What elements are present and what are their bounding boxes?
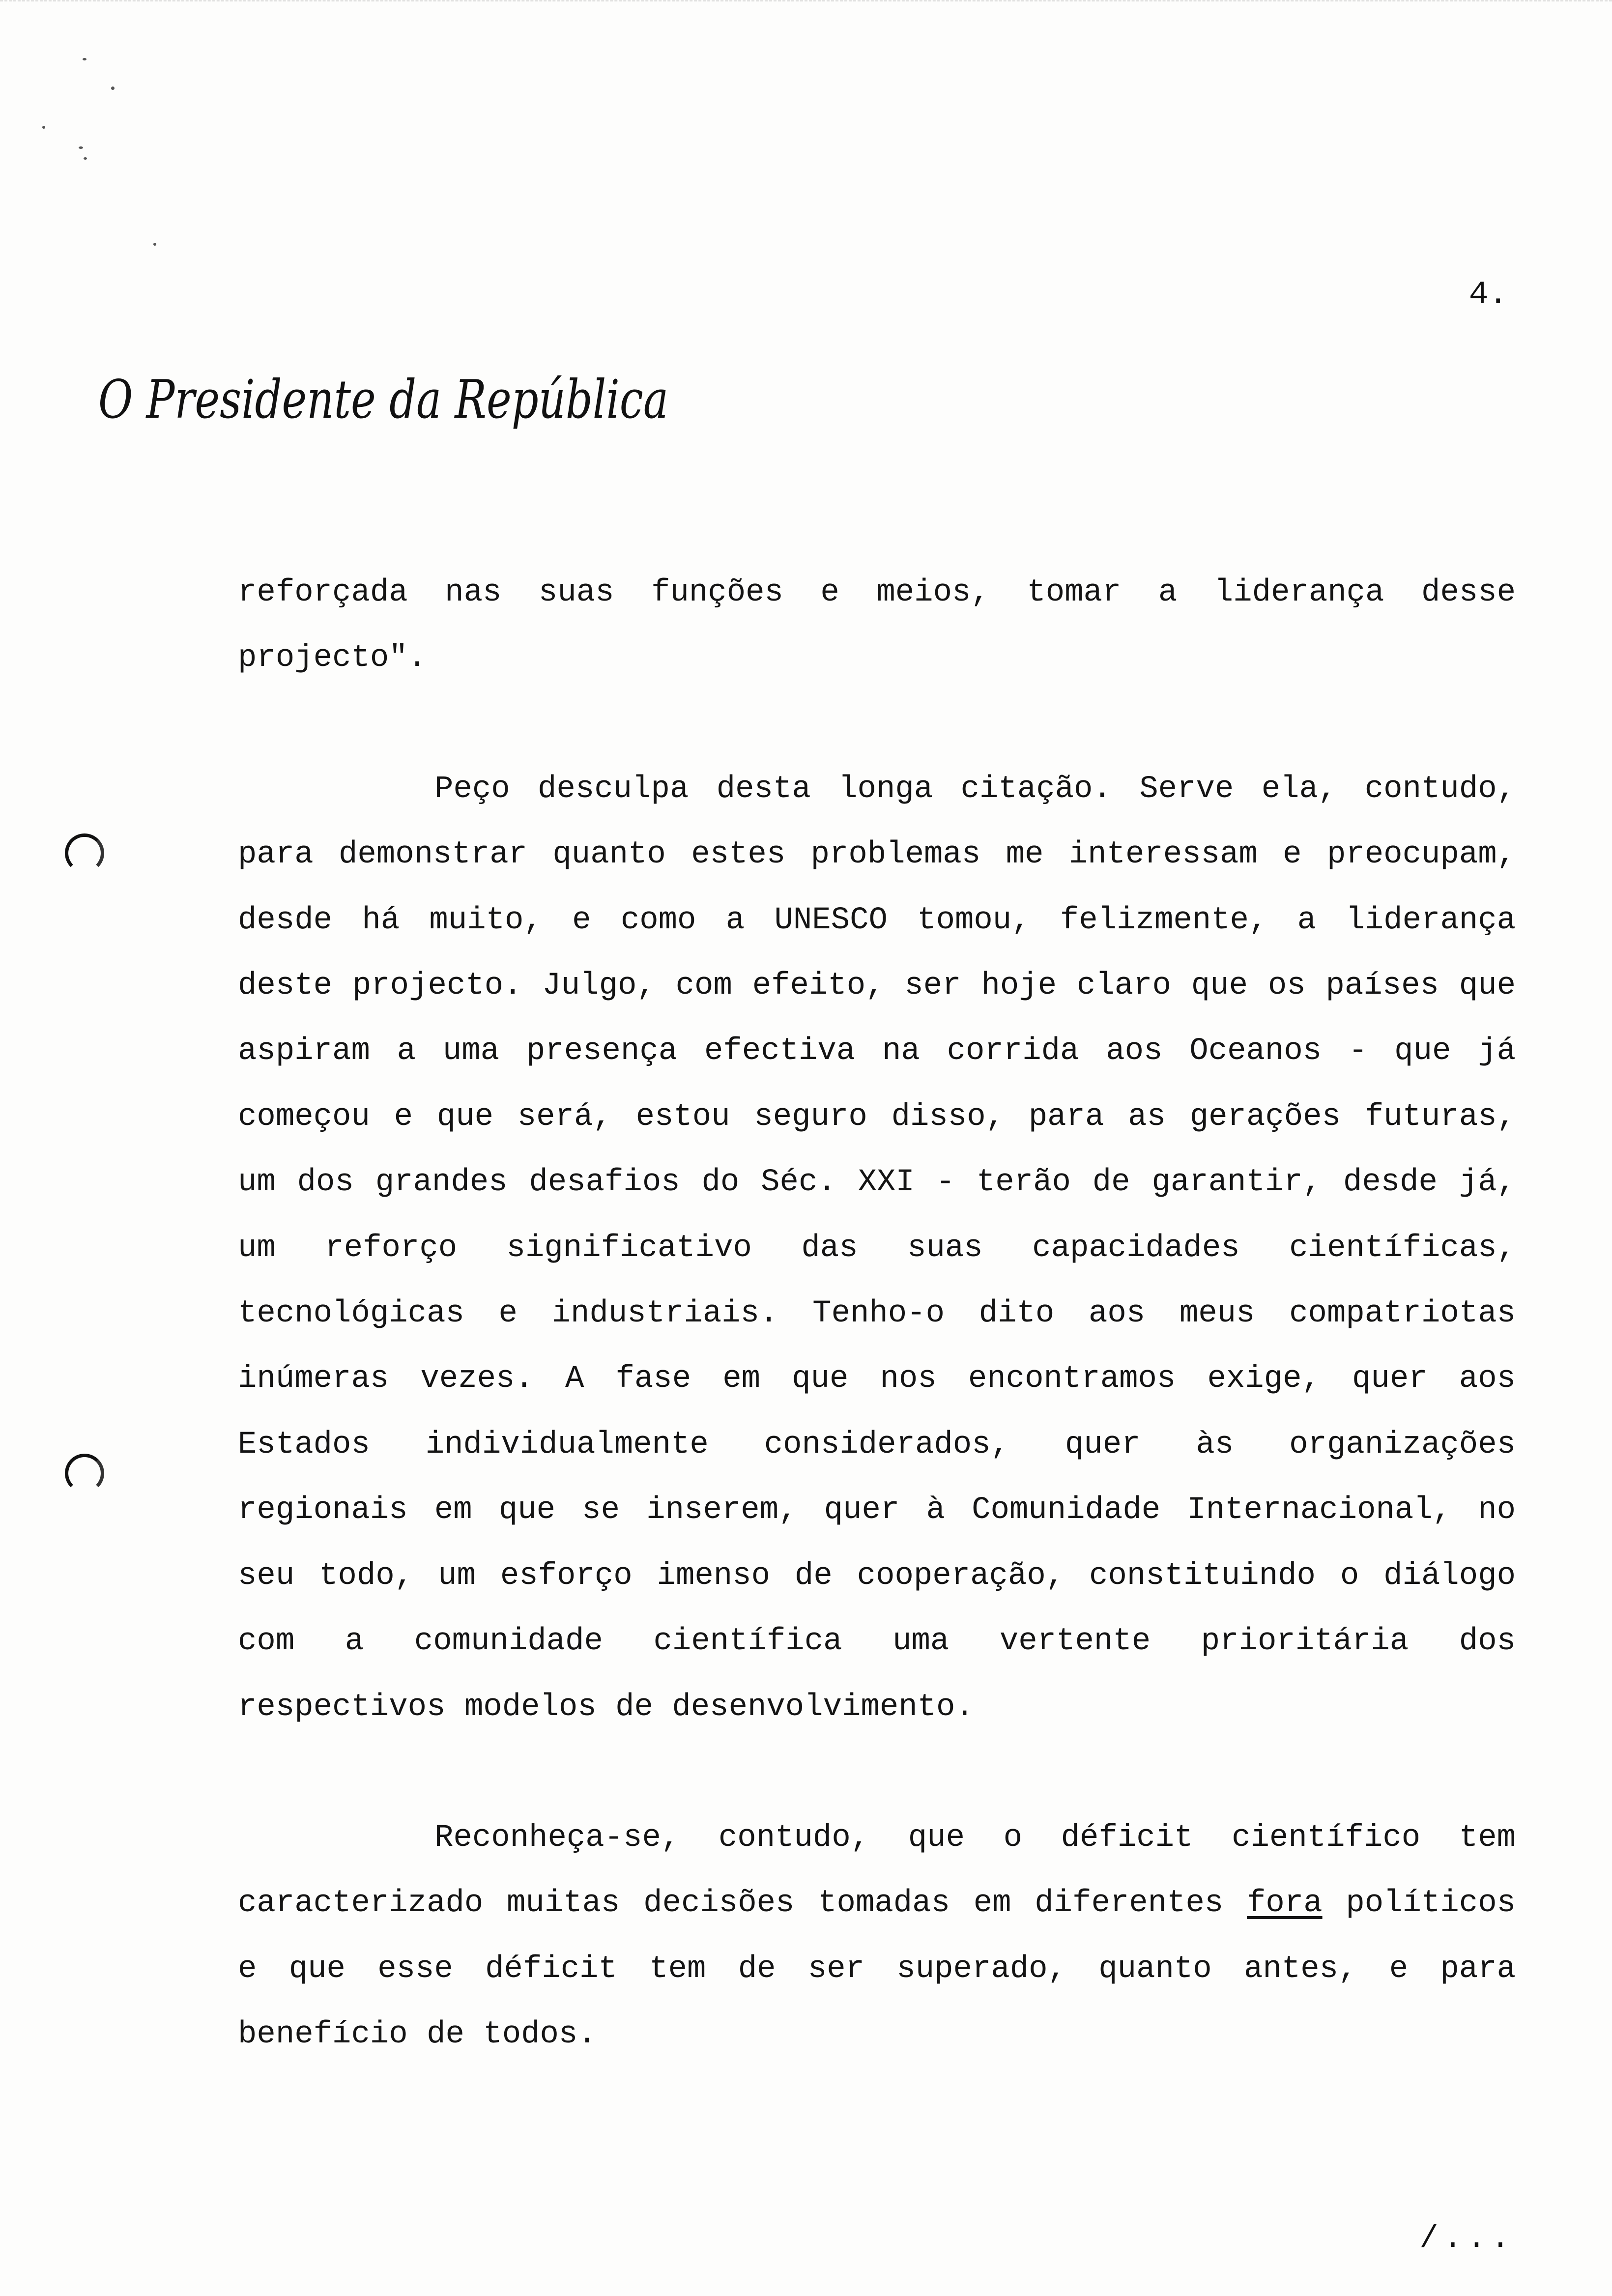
letterhead-script (93, 344, 683, 442)
punch-hole-top (65, 833, 104, 873)
underlined-word-fora: fora (1247, 1886, 1323, 1922)
scan-top-edge (0, 0, 1612, 5)
paragraph-text-after: políticos e que esse déficit tem de ser superado, quanto antes, e para benefício de todos. (238, 1886, 1516, 2053)
page-number: 4. (1468, 276, 1508, 313)
scan-speck (84, 157, 87, 160)
punch-hole-bottom (65, 1454, 104, 1493)
letterhead-text: O Presidente da República (98, 369, 668, 430)
scan-speck (83, 58, 86, 60)
paragraph-text-before: Reconheça-se, contudo, que o déficit científico tem caracterizado muitas decisões tomadas em diferentes (238, 1820, 1516, 1922)
scan-speck (42, 126, 45, 129)
letter-body (238, 560, 1516, 2068)
scan-speck (153, 243, 156, 246)
continuation-mark: /... (1419, 2221, 1515, 2257)
paragraph-citation-apology: Peço desculpa desta longa citação. Serve ela, contudo, para demonstrar quanto estes problemas me interessam e preocupam, desde há muito, e como a UNESCO tomou, felizmente, a liderança deste projecto. Julgo, com efeito, ser hoje claro que os países que aspiram a uma presença efectiva na corrida aos Oceanos - que já começou e que será, estou seguro disso, para as gerações futuras, um dos grandes desafios do Séc. XXI - terão de garantir, desde já, um reforço significativo das suas capacidades científicas, tecnológicas e industriais. Tenho-o dito aos meus compatriotas inúmeras vezes. A fase em que nos encontramos exige, quer aos Estados individualmente considerados, quer às organizações regionais em que se inserem, quer à Comunidade Internacional, no seu todo, um esforço imenso de cooperação, constituindo o diálogo com a comunidade científica uma vertente prioritária dos respectivos modelos de desenvolvimento. (238, 771, 1516, 1725)
scan-speck (111, 86, 115, 90)
paragraph-scientific-deficit (238, 1806, 1516, 2068)
paragraph-continued: reforçada nas suas funções e meios, tomar a liderança desse projecto". (238, 575, 1516, 676)
scan-speck (79, 146, 83, 149)
